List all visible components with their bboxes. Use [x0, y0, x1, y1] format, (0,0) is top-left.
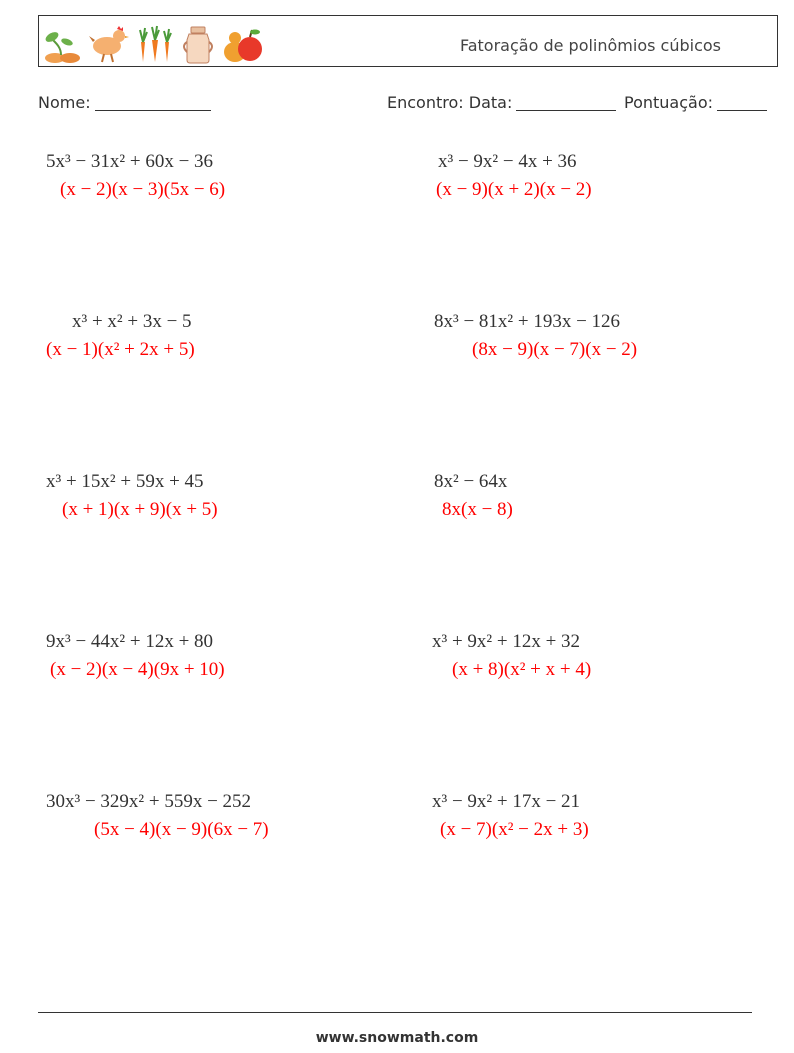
problem-expression: x³ + 15x² + 59x + 45 [46, 471, 204, 492]
name-field [38, 93, 211, 112]
name-blank [95, 94, 211, 111]
problem-answer: (x − 1)(x² + 2x + 5) [46, 339, 195, 360]
problem-expression: x³ + x² + 3x − 5 [72, 311, 192, 332]
problem-3 [46, 311, 195, 361]
problem-answer: (8x − 9)(x − 7)(x − 2) [472, 339, 638, 360]
problem-expression: x³ + 9x² + 12x + 32 [432, 631, 581, 652]
problem-expression: x³ − 9x² + 17x − 21 [432, 791, 581, 812]
footer-url: www.snowmath.com [315, 1030, 479, 1046]
problem-expression: 8x² − 64x [434, 471, 508, 492]
problem-10 [432, 791, 589, 841]
problem-6 [434, 471, 513, 521]
problem-4 [434, 311, 637, 361]
problem-expression: 8x³ − 81x² + 193x − 126 [434, 311, 621, 332]
meeting-date-field [387, 93, 616, 112]
problem-expression: 9x³ − 44x² + 12x + 80 [46, 631, 214, 652]
score-field [624, 93, 767, 112]
worksheet-title: Fatoração de polinômios cúbicos [459, 36, 721, 55]
problem-2 [436, 151, 592, 201]
problem-answer: (x − 7)(x² − 2x + 3) [440, 819, 589, 840]
problem-expression: x³ − 9x² − 4x + 36 [438, 151, 577, 172]
problem-expression: 30x³ − 329x² + 559x − 252 [46, 791, 252, 812]
problem-answer: (5x − 4)(x − 9)(6x − 7) [94, 819, 269, 840]
chicken-icon [87, 24, 129, 64]
problem-9 [46, 791, 269, 841]
problem-8 [432, 631, 591, 681]
problem-expression: 5x³ − 31x² + 60x − 36 [46, 151, 214, 172]
problem-answer: (x − 2)(x − 4)(9x + 10) [50, 659, 225, 680]
problem-answer: (x − 9)(x + 2)(x − 2) [436, 179, 592, 200]
sprout-icon [43, 24, 81, 64]
name-label: Nome: [38, 93, 91, 112]
carrots-icon [135, 24, 175, 64]
problem-1 [46, 151, 225, 201]
footer-divider [38, 1012, 752, 1013]
problem-7 [46, 631, 225, 681]
score-label: Pontuação: [624, 93, 714, 112]
problem-answer: (x + 8)(x² + x + 4) [452, 659, 592, 680]
problem-answer: (x − 2)(x − 3)(5x − 6) [60, 179, 226, 200]
problem-5 [46, 471, 218, 521]
problem-answer: 8x(x − 8) [442, 499, 513, 520]
problem-answer: (x + 1)(x + 9)(x + 5) [62, 499, 218, 520]
score-blank [717, 94, 767, 111]
fruits-icon [221, 24, 265, 64]
date-blank [516, 94, 616, 111]
milk-jug-icon [181, 24, 215, 64]
meeting-date-label: Encontro: Data: [387, 93, 513, 112]
worksheet-header [38, 15, 778, 67]
header-icons [43, 20, 265, 64]
